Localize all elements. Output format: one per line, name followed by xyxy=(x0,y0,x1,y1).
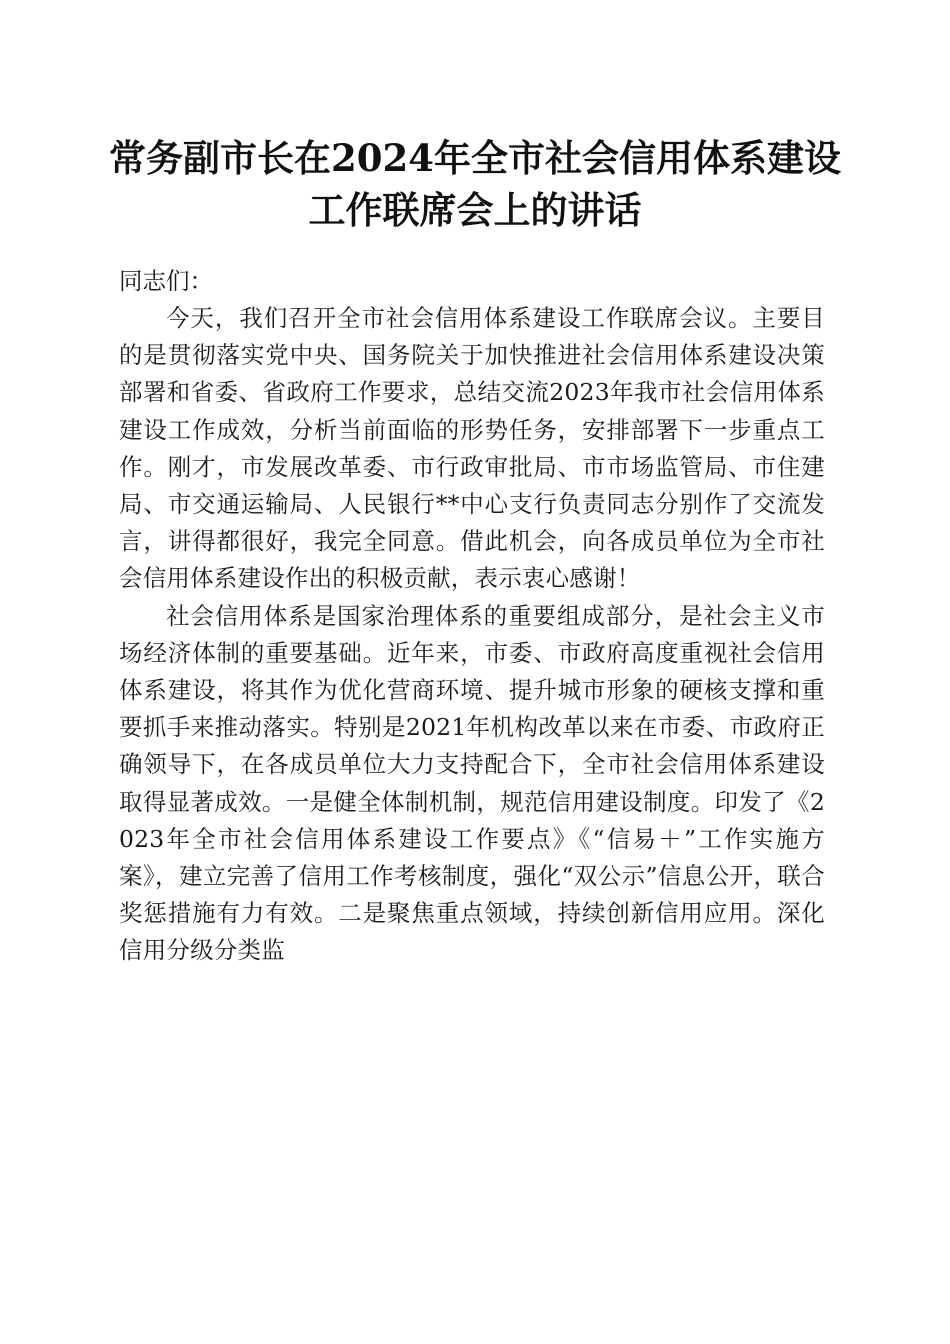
salutation: 同志们： xyxy=(119,267,213,295)
title-line-1: 常务副市长在2024年全市社会信用体系建设 xyxy=(109,136,841,180)
paragraph-opening: 今天，我们召开全市社会信用体系建设工作联席会议。主要目的是贯彻落实党中央、国务院关于加快推进社会信用体系建设决策部署和省委、省政府工作要求，总结交流2023年我市社会信用体系建设工作成效，分析当前面临的形势任务，安排部署下一步重点工作。刚才，市发展改革委、市行政审批局、市市场监管局、市住建局、市交通运输局、人民银行**中心支行负责同志分别作了交流发言，讲得都很好，我完全同意。借此机会，向各成员单位为全市社会信用体系建设作出的积极贡献，表示衷心感谢！ xyxy=(119,304,825,593)
title-line-2: 工作联席会上的讲话 xyxy=(308,188,642,232)
document-body xyxy=(119,254,825,970)
document-title xyxy=(100,132,850,236)
paragraph-achievements: 社会信用体系是国家治理体系的重要组成部分，是社会主义市场经济体制的重要基础。近年来，市委、市政府高度重视社会信用体系建设，将其作为优化营商环境、提升城市形象的硬核支撑和重要抓手来推动落实。特别是2021年机构改革以来在市委、市政府正确领导下，在各成员单位大力支持配合下，全市社会信用体系建设取得显著成效。一是健全体制机制，规范信用建设制度。印发了《2023年全市社会信用体系建设工作要点》《“信易＋”工作实施方案》，建立完善了信用工作考核制度，强化“双公示”信息公开，联合奖惩措施有力有效。二是聚焦重点领域，持续创新信用应用。深化信用分级分类监 xyxy=(119,601,825,965)
